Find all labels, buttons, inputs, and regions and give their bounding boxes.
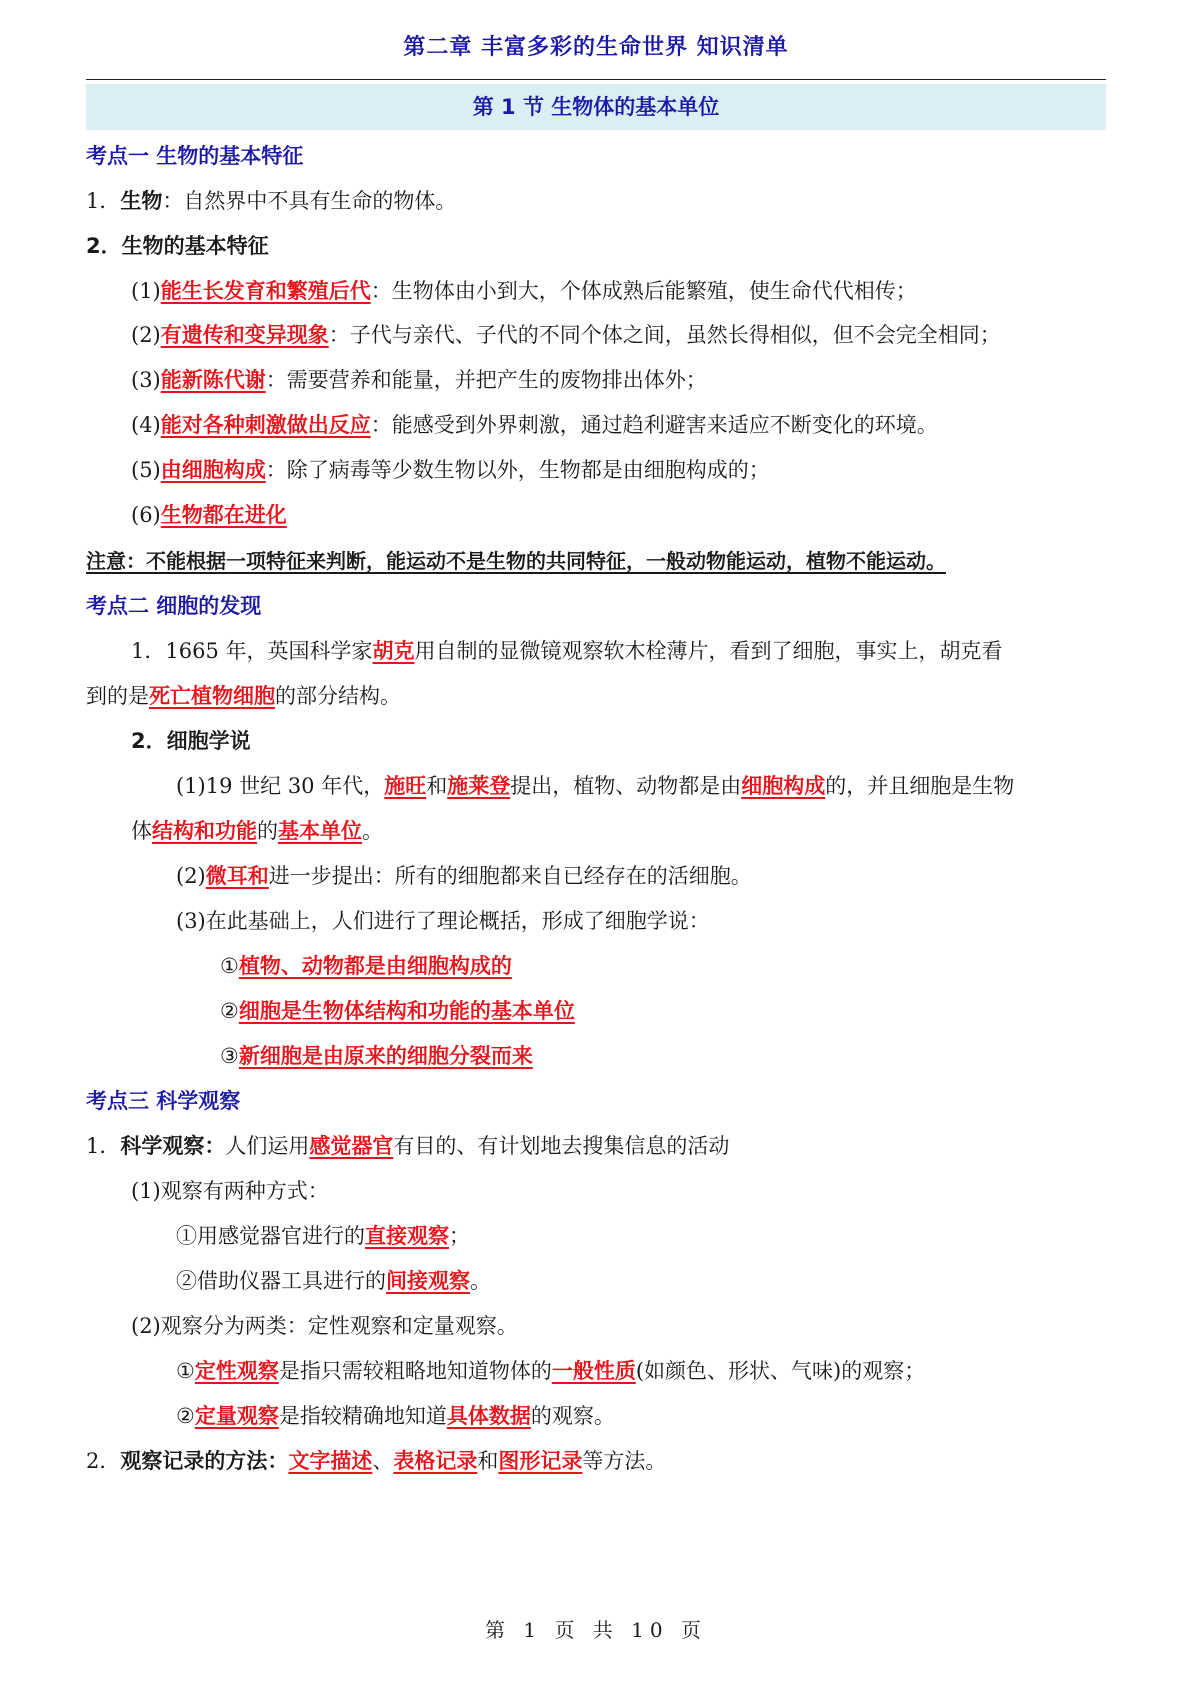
theory-1-and: 和 xyxy=(426,774,448,798)
feature-1-desc: ：生物体由小到大，个体成熟后能繁殖，使生命代代相传； xyxy=(370,279,917,303)
kp1-item1-num: 1． xyxy=(86,189,121,213)
type-1-b: 是指只需较粗略地知道物体的 xyxy=(278,1359,552,1383)
kp2-heading: 考点二 细胞的发现 xyxy=(86,594,262,618)
kp3-item1-a: 人们运用 xyxy=(225,1134,310,1158)
theory-point-2-mark: ② xyxy=(220,999,239,1023)
kp3-item2-sep: 、 xyxy=(372,1449,394,1473)
kp1-note: 注意：不能根据一项特征来判断，能运动不是生物的共同特征，一般动物能运动，植物不能运动。 xyxy=(86,549,946,573)
kp2-p1-c: 到的是 xyxy=(86,684,149,708)
feature-1-num: (1) xyxy=(131,279,161,303)
specific-data-keyword: 具体数据 xyxy=(446,1403,531,1428)
graph-record-keyword: 图形记录 xyxy=(498,1448,583,1473)
observation-type-2 xyxy=(176,1401,615,1431)
virchow-keyword: 微耳和 xyxy=(205,863,269,888)
basic-unit-keyword: 基本单位 xyxy=(278,818,362,843)
kp3-item2-label: 观察记录的方法： xyxy=(120,1449,289,1473)
feature-2 xyxy=(131,320,1001,350)
section-heading: 第 1 节 生物体的基本单位 xyxy=(86,84,1106,130)
observation-type-1 xyxy=(176,1356,925,1386)
feature-1 xyxy=(131,276,917,306)
observation-ways-title: (1)观察有两种方式： xyxy=(131,1179,329,1203)
way-1-a: ①用感觉器官进行的 xyxy=(176,1224,365,1248)
kp3-heading: 考点三 科学观察 xyxy=(86,1089,241,1113)
kp3-item2 xyxy=(86,1446,666,1476)
theory-1-a: (1)19 世纪 30 年代， xyxy=(176,774,385,798)
kp2-p1-d: 的部分结构。 xyxy=(275,684,401,708)
feature-2-desc: ：子代与亲代、子代的不同个体之间，虽然长得相似，但不会完全相同； xyxy=(328,323,1001,347)
theory-1-line1 xyxy=(176,771,1014,801)
feature-6-num: (6) xyxy=(131,503,161,527)
type-2-b: 是指较精确地知道 xyxy=(278,1404,447,1428)
kp2-p1-b: 用自制的显微镜观察软木栓薄片，看到了细胞，事实上，胡克看 xyxy=(414,639,1003,663)
type-2-a: ② xyxy=(176,1404,195,1428)
feature-3-desc: ：需要营养和能量，并把产生的废物排出体外； xyxy=(265,368,707,392)
theory-1-line2 xyxy=(131,816,383,846)
kp2-p1-a: 1．1665 年，英国科学家 xyxy=(131,639,373,663)
way-2-a: ②借助仪器工具进行的 xyxy=(176,1269,386,1293)
theory-1-e: 的 xyxy=(257,819,278,843)
cell-theory-title: 2．细胞学说 xyxy=(131,729,251,753)
theory-point-1-text: 植物、动物都是由细胞构成的 xyxy=(238,953,512,978)
way-2-b: 。 xyxy=(470,1269,491,1293)
kp2-p1-line2 xyxy=(86,681,401,711)
theory-1-c: 的，并且细胞是生物 xyxy=(825,774,1015,798)
observation-way-2 xyxy=(176,1266,491,1296)
observation-types-title: (2)观察分为两类：定性观察和定量观察。 xyxy=(131,1314,518,1338)
theory-point-2 xyxy=(220,996,575,1026)
feature-4 xyxy=(131,410,938,440)
title-divider xyxy=(86,79,1106,80)
qualitative-keyword: 定性观察 xyxy=(194,1358,279,1383)
feature-5 xyxy=(131,455,770,485)
feature-1-key: 能生长发育和繁殖后代 xyxy=(160,278,371,303)
kp1-item2-title: 2．生物的基本特征 xyxy=(86,234,269,258)
hooke-keyword: 胡克 xyxy=(372,638,415,663)
schleiden-keyword: 施莱登 xyxy=(447,773,511,798)
feature-5-desc: ：除了病毒等少数生物以外，生物都是由细胞构成的； xyxy=(265,458,770,482)
way-1-b: ； xyxy=(449,1224,470,1248)
kp3-item1 xyxy=(86,1131,729,1161)
dead-cell-keyword: 死亡植物细胞 xyxy=(149,683,275,708)
cell-composed-keyword: 细胞构成 xyxy=(741,773,826,798)
theory-2 xyxy=(176,861,752,891)
feature-4-num: (4) xyxy=(131,413,161,437)
kp1-item1-text: 自然界中不具有生命的物体。 xyxy=(183,189,457,213)
theory-1-b: 提出，植物、动物都是由 xyxy=(510,774,742,798)
theory-point-2-text: 细胞是生物体结构和功能的基本单位 xyxy=(238,998,575,1023)
indirect-observation-keyword: 间接观察 xyxy=(386,1268,470,1293)
theory-point-1 xyxy=(220,951,512,981)
theory-point-3-mark: ③ xyxy=(220,1044,239,1068)
direct-observation-keyword: 直接观察 xyxy=(365,1223,449,1248)
quantitative-keyword: 定量观察 xyxy=(194,1403,279,1428)
feature-5-num: (5) xyxy=(131,458,161,482)
type-1-c: (如颜色、形状、气味)的观察； xyxy=(635,1359,926,1383)
feature-2-num: (2) xyxy=(131,323,161,347)
general-property-keyword: 一般性质 xyxy=(551,1358,636,1383)
feature-2-key: 有遗传和变异现象 xyxy=(160,322,329,347)
structure-function-keyword: 结构和功能 xyxy=(152,818,257,843)
theory-1-f: 。 xyxy=(362,819,383,843)
kp1-item1 xyxy=(86,186,456,216)
page-number: 第 1 页 共 10 页 xyxy=(485,1618,707,1642)
theory-3: (3)在此基础上，人们进行了理论概括，形成了细胞学说： xyxy=(176,909,710,933)
sense-organ-keyword: 感觉器官 xyxy=(309,1133,394,1158)
feature-4-key: 能对各种刺激做出反应 xyxy=(160,412,371,437)
theory-2-a: (2) xyxy=(176,864,206,888)
kp3-item2-and: 和 xyxy=(477,1449,499,1473)
type-2-c: 的观察。 xyxy=(530,1404,615,1428)
kp2-p1-line1 xyxy=(131,636,1002,666)
feature-6-key: 生物都在进化 xyxy=(160,502,287,527)
feature-3-num: (3) xyxy=(131,368,161,392)
feature-3 xyxy=(131,365,707,395)
kp1-item1-sep: ： xyxy=(162,189,184,213)
feature-5-key: 由细胞构成 xyxy=(160,457,266,482)
theory-point-1-mark: ① xyxy=(220,954,239,978)
kp3-item1-label: 科学观察： xyxy=(120,1134,226,1158)
theory-point-3-text: 新细胞是由原来的细胞分裂而来 xyxy=(238,1043,533,1068)
feature-3-key: 能新陈代谢 xyxy=(160,367,266,392)
document-title: 第二章 丰富多彩的生命世界 知识清单 xyxy=(403,35,789,60)
type-1-a: ① xyxy=(176,1359,195,1383)
kp1-item1-label: 生物 xyxy=(120,189,163,213)
theory-2-b: 进一步提出：所有的细胞都来自已经存在的活细胞。 xyxy=(268,864,752,888)
theory-point-3 xyxy=(220,1041,533,1071)
kp3-item1-num: 1． xyxy=(86,1134,121,1158)
theory-1-d: 体 xyxy=(131,819,152,843)
table-record-keyword: 表格记录 xyxy=(393,1448,478,1473)
feature-6 xyxy=(131,500,287,530)
kp1-heading: 考点一 生物的基本特征 xyxy=(86,144,304,168)
kp3-item1-b: 有目的、有计划地去搜集信息的活动 xyxy=(393,1134,730,1158)
text-description-keyword: 文字描述 xyxy=(288,1448,373,1473)
kp3-item2-num: 2． xyxy=(86,1449,121,1473)
observation-way-1 xyxy=(176,1221,470,1251)
feature-4-desc: ：能感受到外界刺激，通过趋利避害来适应不断变化的环境。 xyxy=(370,413,938,437)
kp3-item2-end: 等方法。 xyxy=(582,1449,667,1473)
schwann-keyword: 施旺 xyxy=(384,773,427,798)
